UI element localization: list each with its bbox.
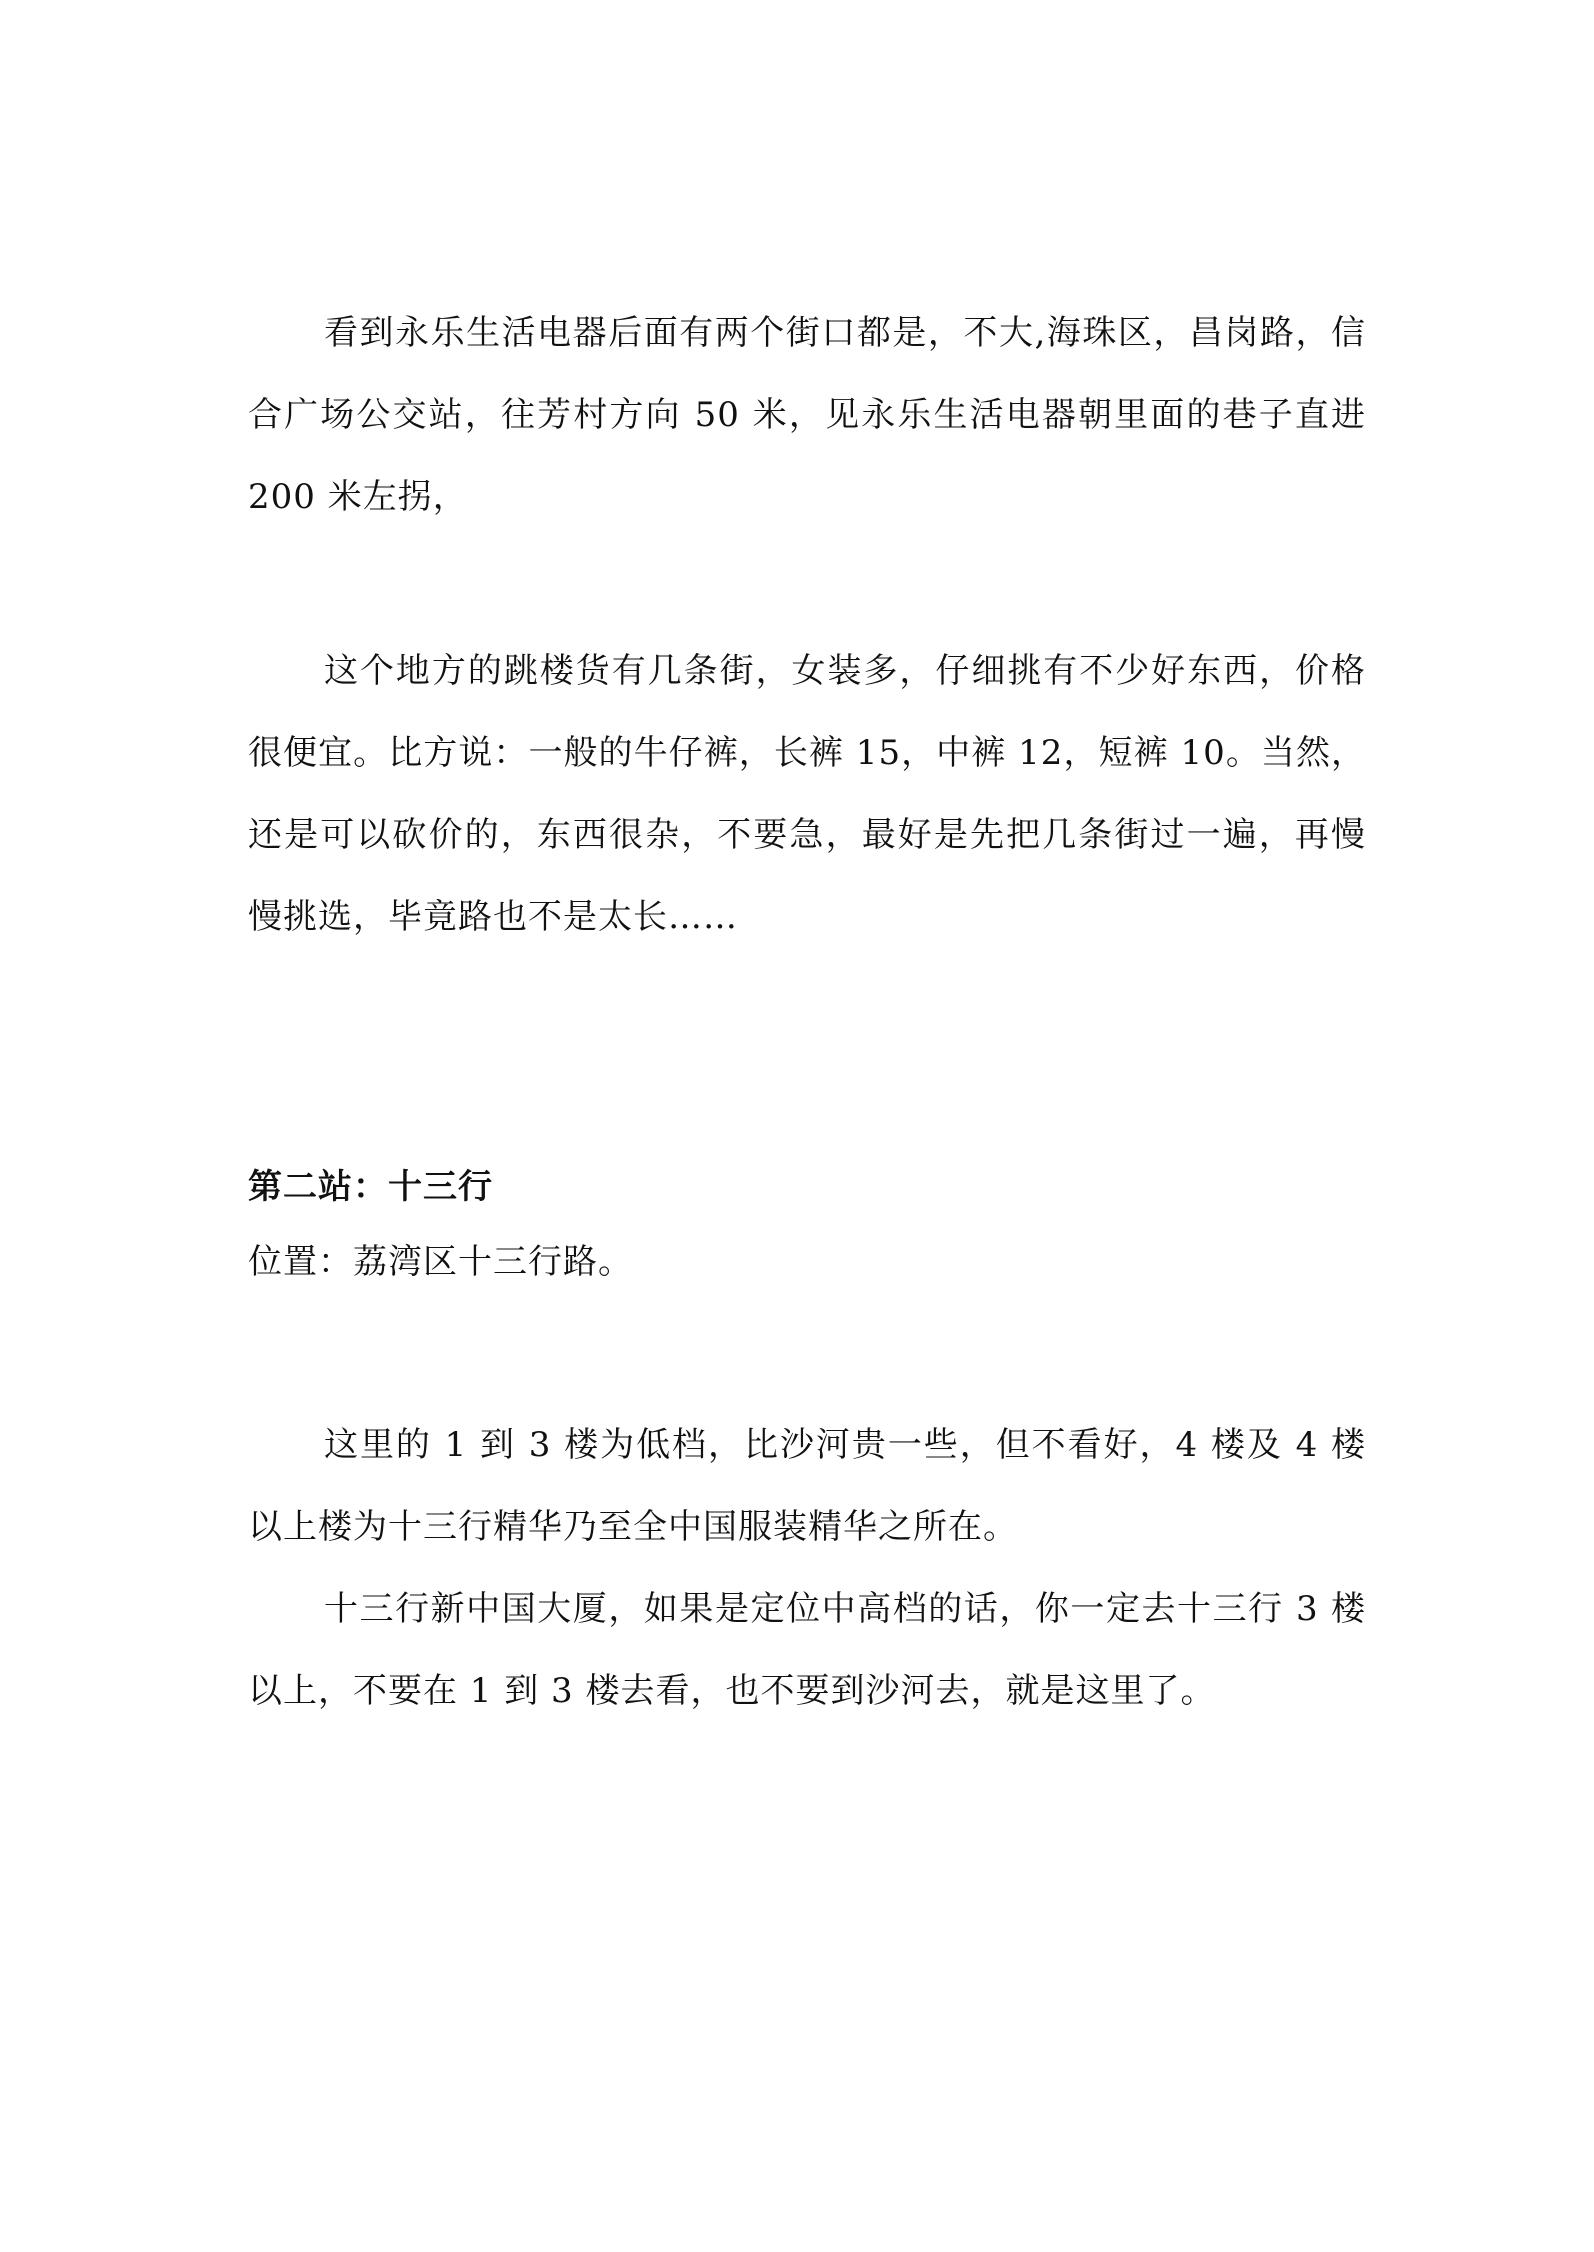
document-body [248,292,1366,1732]
location-line: 位置：荔湾区十三行路。 [248,1242,633,1282]
paragraph-building-advice: 十三行新中国大厦，如果是定位中高档的话，你一定去十三行 3 楼以上，不要在 1 到 3 楼去看，也不要到沙河去，就是这里了。 [248,1589,1366,1711]
paragraph-floor-levels: 这里的 1 到 3 楼为低档，比沙河贵一些，但不看好，4 楼及 4 楼以上楼为十三行精华乃至全中国服装精华之所在。 [248,1425,1366,1547]
paragraph-directions: 看到永乐生活电器后面有两个街口都是，不大,海珠区，昌岗路，信合广场公交站，往芳村方向 50 米，见永乐生活电器朝里面的巷子直进 200 米左拐， [248,313,1366,517]
section-heading: 第二站：十三行 [248,1167,493,1207]
paragraph-market-description: 这个地方的跳楼货有几条街，女装多，仔细挑有不少好东西，价格很便宜。比方说：一般的牛仔裤，长裤 15，中裤 12，短裤 10。当然，还是可以砍价的，东西很杂，不要急，最好是先把几条街过一遍，再慢慢挑选，毕竟路也不是太长…… [248,651,1366,937]
